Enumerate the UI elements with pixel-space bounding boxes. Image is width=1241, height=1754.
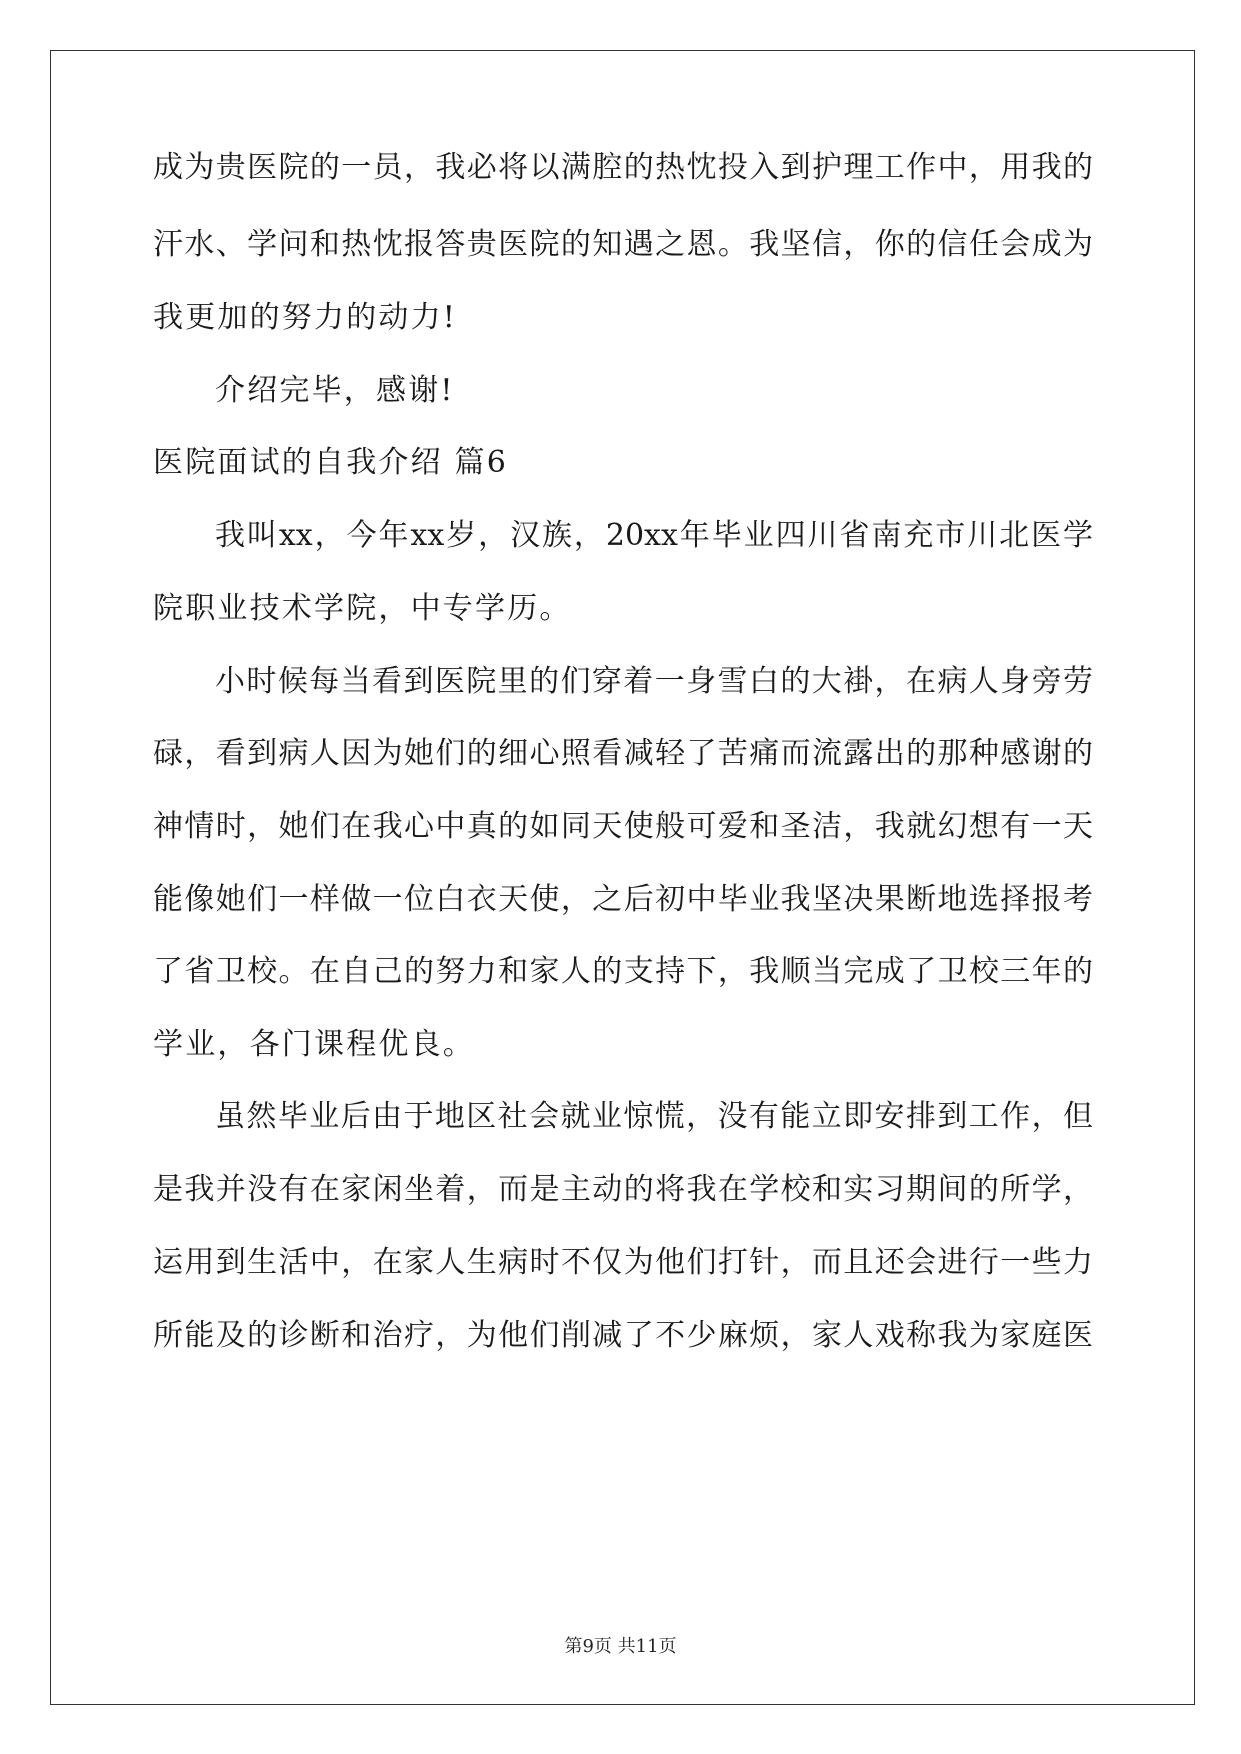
paragraph-line: 神情时，她们在我心中真的如同天使般可爱和圣洁，我就幻想有一天 bbox=[153, 809, 1093, 844]
paragraph-line: 我叫xx，今年xx岁，汉族，20xx年毕业四川省南充市川北医学 bbox=[215, 518, 1093, 553]
paragraph-line: 虽然毕业后由于地区社会就业惊慌，没有能立即安排到工作，但 bbox=[215, 1099, 1093, 1134]
paragraph-line: 小时候每当看到医院里的们穿着一身雪白的大褂，在病人身旁劳 bbox=[215, 664, 1093, 699]
section-heading: 医院面试的自我介绍 篇6 bbox=[153, 445, 509, 480]
paragraph-line: 是我并没有在家闲坐着，而是主动的将我在学校和实习期间的所学， bbox=[153, 1172, 1093, 1207]
paragraph-line: 能像她们一样做一位白衣天使，之后初中毕业我坚决果断地选择报考 bbox=[153, 882, 1093, 917]
paragraph-line: 汗水、学问和热忱报答贵医院的知遇之恩。我坚信，你的信任会成为 bbox=[153, 227, 1093, 262]
paragraph-line: 学业，各门课程优良。 bbox=[153, 1027, 475, 1062]
paragraph-line: 运用到生活中，在家人生病时不仅为他们打针，而且还会进行一些力 bbox=[153, 1245, 1093, 1280]
paragraph-line: 成为贵医院的一员，我必将以满腔的热忱投入到护理工作中，用我的 bbox=[153, 150, 1093, 185]
page-number-footer: 第9页 共11页 bbox=[564, 1636, 677, 1657]
paragraph-line: 碌，看到病人因为她们的细心照看减轻了苦痛而流露出的那种感谢的 bbox=[153, 736, 1093, 771]
paragraph-line: 院职业技术学院，中专学历。 bbox=[153, 591, 572, 626]
paragraph-line: 所能及的诊断和治疗，为他们削减了不少麻烦，家人戏称我为家庭医 bbox=[153, 1318, 1093, 1353]
paragraph-line: 了省卫校。在自己的努力和家人的支持下，我顺当完成了卫校三年的 bbox=[153, 954, 1093, 989]
paragraph-line: 我更加的努力的动力! bbox=[153, 300, 458, 335]
paragraph-line: 介绍完毕，感谢! bbox=[215, 373, 455, 408]
